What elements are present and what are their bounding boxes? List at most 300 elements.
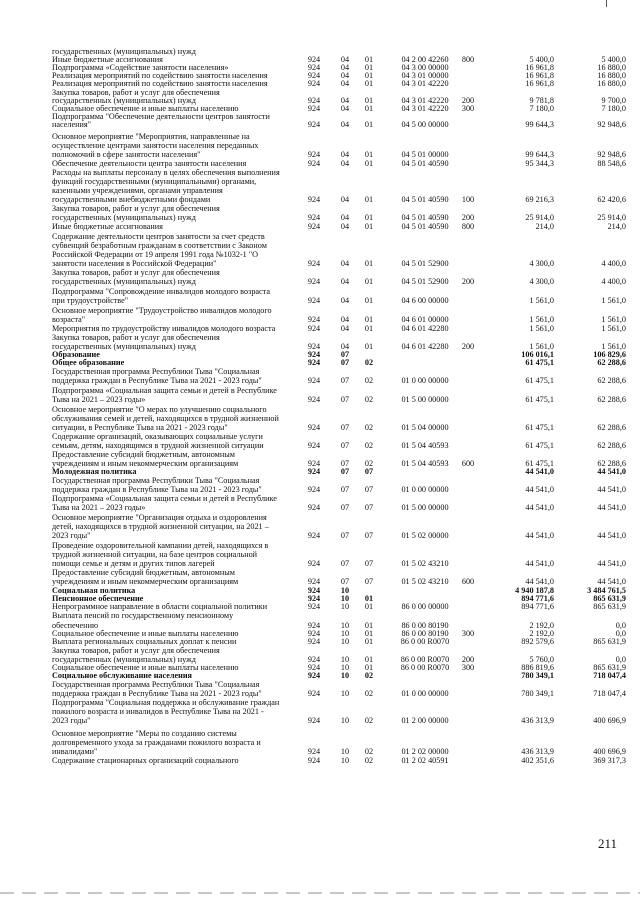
row-amount-b: 106 829,6 (593, 350, 626, 359)
row-grbs: 924 (307, 222, 321, 231)
row-subsection: 01 (364, 213, 374, 222)
row-amount-a: 16 961,8 (525, 63, 554, 72)
row-grbs: 924 (307, 120, 321, 129)
row-grbs: 924 (307, 531, 321, 540)
row-name: Основное мероприятие "О мерах по улучшению социального (52, 405, 267, 414)
row-subsection: 01 (364, 79, 374, 88)
row-amount-a: 780 349,1 (521, 671, 554, 680)
row-name: Основное мероприятие "Организация отдыха и оздоровления (52, 513, 267, 522)
row-name: Расходы на выплаты персоналу в целях обеспечения выполнения (52, 168, 280, 177)
row-amount-a: 44 541,0 (525, 467, 554, 476)
row-target-code: 04 3 01 00000 (401, 71, 449, 80)
row-name: Выплата региональных социальных доплат к пенсии (52, 637, 237, 646)
row-expense-type: 800 (461, 55, 475, 64)
row-grbs: 924 (307, 485, 321, 494)
row-name: Общее образование (52, 358, 125, 367)
row-grbs: 924 (307, 63, 321, 72)
row-amount-a: 402 351,6 (521, 756, 554, 765)
row-grbs: 924 (307, 159, 321, 168)
row-name: обеспечению (52, 621, 99, 630)
row-amount-b: 62 288,6 (597, 459, 626, 468)
row-amount-a: 436 313,9 (521, 747, 554, 756)
row-amount-a: 5 400,0 (529, 55, 554, 64)
row-name: Социальное обеспечение и иные выплаты населению (52, 104, 239, 113)
row-section: 07 (340, 503, 350, 512)
row-amount-a: 1 561,0 (529, 324, 554, 333)
row-subsection: 02 (364, 441, 374, 450)
row-expense-type: 200 (461, 342, 475, 351)
row-name: Обеспечение деятельности центра занятости населения (52, 159, 247, 168)
row-name: Выплата пенсий по государственному пенсионному (52, 611, 234, 620)
row-name: Непрограммное направление в области социальной политики (52, 602, 268, 611)
row-subsection: 01 (364, 120, 374, 129)
row-subsection: 07 (364, 577, 374, 586)
row-subsection: 01 (364, 602, 374, 611)
row-section: 04 (340, 63, 350, 72)
row-section: 10 (340, 586, 350, 595)
row-grbs: 924 (307, 459, 321, 468)
row-target-code: 04 6 01 42280 (401, 342, 449, 351)
row-amount-a: 894 771,6 (521, 594, 554, 603)
row-name: Предоставление субсидий бюджетным, автономным (52, 568, 235, 577)
row-section: 04 (340, 195, 350, 204)
row-section: 04 (340, 96, 350, 105)
row-name: Содержание стационарных организаций социального (52, 756, 239, 765)
row-expense-type: 200 (461, 96, 475, 105)
row-amount-b: 9 700,0 (601, 96, 626, 105)
row-grbs: 924 (307, 503, 321, 512)
row-amount-a: 99 644,3 (525, 120, 554, 129)
row-grbs: 924 (307, 350, 321, 359)
row-target-code: 01 2 02 40591 (401, 756, 449, 765)
row-section: 04 (340, 296, 350, 305)
row-expense-type: 300 (461, 104, 475, 113)
row-amount-a: 44 541,0 (525, 577, 554, 586)
row-name: Подпрограмма "Обеспечение деятельности центров занятости (52, 112, 270, 121)
row-target-code: 04 5 01 40590 (401, 195, 449, 204)
row-subsection: 02 (364, 671, 374, 680)
row-section: 04 (340, 213, 350, 222)
row-grbs: 924 (307, 594, 321, 603)
row-target-code: 01 5 02 43210 (401, 577, 449, 586)
row-name: государственных (муниципальных) нужд (52, 47, 196, 56)
row-target-code: 86 0 00 80190 (401, 621, 449, 630)
row-expense-type: 200 (461, 277, 475, 286)
row-grbs: 924 (307, 689, 321, 698)
row-name: Тыва на 2021 – 2023 годы» (52, 395, 146, 404)
row-name: Образование (52, 350, 100, 359)
row-target-code: 04 6 01 00000 (401, 315, 449, 324)
row-section: 04 (340, 79, 350, 88)
row-section: 04 (340, 315, 350, 324)
row-target-code: 01 2 00 00000 (401, 716, 449, 725)
row-subsection: 07 (364, 559, 374, 568)
row-grbs: 924 (307, 104, 321, 113)
row-name: Мероприятия по трудоустройству инвалидов молодого возраста (52, 324, 276, 333)
row-subsection: 02 (364, 459, 374, 468)
row-name: осуществление центрами занятости населения переданных (52, 141, 259, 150)
row-name: Содержание деятельности центров занятости за счет средств (52, 232, 265, 241)
row-amount-a: 2 192,0 (529, 629, 554, 638)
row-amount-a: 44 541,0 (525, 531, 554, 540)
row-amount-b: 1 561,0 (601, 296, 626, 305)
row-target-code: 04 5 01 52900 (401, 259, 449, 268)
row-amount-b: 865 631,9 (593, 602, 626, 611)
row-amount-b: 92 948,6 (597, 120, 626, 129)
row-amount-b: 0,0 (615, 655, 626, 664)
row-section: 04 (340, 324, 350, 333)
row-target-code: 01 5 00 00000 (401, 395, 449, 404)
row-name: занятости населения в Российской Федерации" (52, 259, 217, 268)
row-amount-a: 16 961,8 (525, 79, 554, 88)
row-name: 2023 годы" (52, 716, 91, 725)
row-subsection: 01 (364, 71, 374, 80)
row-name: государственных (муниципальных) нужд (52, 655, 196, 664)
row-name: Подпрограмма "Сопровождение инвалидов молодого возраста (52, 287, 270, 296)
row-section: 04 (340, 222, 350, 231)
row-amount-a: 16 961,8 (525, 71, 554, 80)
row-target-code: 04 3 01 42220 (401, 104, 449, 113)
row-amount-b: 44 541,0 (597, 485, 626, 494)
row-subsection: 01 (364, 104, 374, 113)
row-amount-a: 44 541,0 (525, 503, 554, 512)
row-amount-b: 92 948,6 (597, 150, 626, 159)
row-subsection: 02 (364, 423, 374, 432)
row-section: 04 (340, 159, 350, 168)
row-amount-a: 1 561,0 (529, 342, 554, 351)
row-section: 10 (340, 671, 350, 680)
row-grbs: 924 (307, 71, 321, 80)
row-amount-b: 44 541,0 (597, 559, 626, 568)
row-target-code: 04 5 01 00000 (401, 150, 449, 159)
row-name: казенными учреждениями, органами управления (52, 186, 223, 195)
row-section: 04 (340, 71, 350, 80)
row-subsection: 01 (364, 63, 374, 72)
row-name: учреждениям и иным некоммерческим организациям (52, 459, 239, 468)
row-name: Предоставление субсидий бюджетным, автономным (52, 450, 235, 459)
row-subsection: 01 (364, 315, 374, 324)
row-subsection: 01 (364, 594, 374, 603)
row-amount-b: 4 400,0 (601, 259, 626, 268)
row-name: полномочий в сфере занятости населения" (52, 150, 201, 159)
row-target-code: 01 5 04 00000 (401, 423, 449, 432)
row-name: государственных (муниципальных) нужд (52, 342, 196, 351)
row-subsection: 01 (364, 655, 374, 664)
row-subsection: 01 (364, 150, 374, 159)
row-expense-type: 300 (461, 663, 475, 672)
row-name: Российской Федерации от 19 апреля 1991 года №1032-1 "О (52, 250, 259, 259)
row-grbs: 924 (307, 195, 321, 204)
row-amount-b: 16 880,0 (597, 63, 626, 72)
row-target-code: 04 3 01 42220 (401, 96, 449, 105)
row-target-code: 04 5 01 40590 (401, 213, 449, 222)
row-grbs: 924 (307, 395, 321, 404)
row-grbs: 924 (307, 423, 321, 432)
row-name: возраста" (52, 315, 86, 324)
row-subsection: 01 (364, 259, 374, 268)
row-subsection: 02 (364, 747, 374, 756)
row-name: государственными внебюджетными фондами (52, 195, 211, 204)
row-name: Реализация мероприятий по содействию занятости населения (52, 71, 268, 80)
row-amount-a: 61 475,1 (525, 423, 554, 432)
row-subsection: 01 (364, 159, 374, 168)
row-section: 10 (340, 629, 350, 638)
row-section: 07 (340, 358, 350, 367)
row-amount-b: 718 047,4 (593, 671, 626, 680)
row-amount-b: 44 541,0 (597, 503, 626, 512)
row-name: Содержание организаций, оказывающих социальные услуги (52, 432, 263, 441)
row-amount-b: 0,0 (615, 629, 626, 638)
row-amount-b: 25 914,0 (597, 213, 626, 222)
row-amount-a: 4 940 187,8 (515, 586, 554, 595)
row-amount-a: 44 541,0 (525, 559, 554, 568)
row-subsection: 01 (364, 342, 374, 351)
row-amount-b: 62 288,6 (597, 376, 626, 385)
row-target-code: 04 6 01 42280 (401, 324, 449, 333)
row-name: Основное мероприятие "Мероприятия, направленные на (52, 132, 250, 141)
row-section: 10 (340, 594, 350, 603)
row-amount-b: 62 288,6 (597, 395, 626, 404)
row-grbs: 924 (307, 716, 321, 725)
row-section: 04 (340, 120, 350, 129)
row-name: субвенций безработным гражданам в соответствии с Законом (52, 241, 267, 250)
row-grbs: 924 (307, 315, 321, 324)
row-section: 04 (340, 150, 350, 159)
row-section: 07 (340, 395, 350, 404)
row-section: 07 (340, 485, 350, 494)
row-amount-a: 69 216,3 (525, 195, 554, 204)
row-name: Молодежная политика (52, 467, 137, 476)
row-section: 10 (340, 716, 350, 725)
row-grbs: 924 (307, 376, 321, 385)
row-amount-a: 436 313,9 (521, 716, 554, 725)
row-target-code: 01 2 02 00000 (401, 747, 449, 756)
row-name: ситуации, в Республике Тыва на 2021 - 2023 годы" (52, 423, 228, 432)
row-section: 10 (340, 621, 350, 630)
row-target-code: 86 0 00 80190 (401, 629, 449, 638)
row-amount-b: 62 420,6 (597, 195, 626, 204)
row-name: помощи семье и детям и других типов лагерей (52, 559, 215, 568)
row-target-code: 04 5 01 40590 (401, 159, 449, 168)
row-name: учреждениям и иным некоммерческим организациям (52, 577, 239, 586)
row-amount-b: 1 561,0 (601, 315, 626, 324)
row-name: населения" (52, 120, 91, 129)
row-section: 10 (340, 747, 350, 756)
row-name: Основное мероприятие "Трудоустройство инвалидов молодого (52, 306, 272, 315)
row-amount-a: 886 819,6 (521, 663, 554, 672)
row-section: 10 (340, 689, 350, 698)
row-expense-type: 600 (461, 459, 475, 468)
row-grbs: 924 (307, 296, 321, 305)
row-subsection: 01 (364, 629, 374, 638)
row-section: 04 (340, 277, 350, 286)
row-subsection: 02 (364, 395, 374, 404)
row-subsection: 01 (364, 296, 374, 305)
row-name: Подпрограмма "Социальная поддержка и обслуживание граждан (52, 698, 280, 707)
row-amount-a: 5 760,0 (529, 655, 554, 664)
row-amount-b: 400 696,9 (593, 747, 626, 756)
row-name: инвалидами" (52, 747, 98, 756)
row-name: функций государственными (муниципальными) органами, (52, 177, 257, 186)
scan-edge (0, 892, 640, 894)
row-name: Закупка товаров, работ и услуг для обеспечения (52, 204, 220, 213)
row-grbs: 924 (307, 637, 321, 646)
row-amount-b: 1 561,0 (601, 324, 626, 333)
row-name: Социальное обеспечение и иные выплаты населению (52, 629, 239, 638)
row-target-code: 04 3 01 42220 (401, 79, 449, 88)
row-target-code: 86 0 00 R0070 (400, 637, 450, 646)
row-subsection: 01 (364, 277, 374, 286)
row-grbs: 924 (307, 671, 321, 680)
row-name: поддержка граждан в Республике Тыва на 2021 - 2023 годы" (52, 689, 262, 698)
row-grbs: 924 (307, 621, 321, 630)
row-section: 04 (340, 55, 350, 64)
row-target-code: 01 5 00 00000 (401, 503, 449, 512)
row-amount-b: 62 288,6 (597, 358, 626, 367)
row-section: 10 (340, 756, 350, 765)
row-amount-b: 5 400,0 (601, 55, 626, 64)
row-name: Социальное обеспечение и иные выплаты населению (52, 663, 239, 672)
row-name: при трудоустройстве" (52, 296, 129, 305)
row-target-code: 04 5 01 40590 (401, 222, 449, 231)
row-grbs: 924 (307, 277, 321, 286)
row-name: обслуживания семей и детей, находящихся в трудной жизненной (52, 414, 279, 423)
row-target-code: 04 3 00 00000 (401, 63, 449, 72)
row-grbs: 924 (307, 655, 321, 664)
row-amount-b: 3 484 761,5 (587, 586, 626, 595)
row-name: Государственная программа Республики Тыва "Социальная (52, 367, 260, 376)
row-target-code: 04 6 00 00000 (401, 296, 449, 305)
row-expense-type: 200 (461, 655, 475, 664)
row-amount-b: 1 561,0 (601, 342, 626, 351)
row-name: Социальная политика (52, 586, 136, 595)
row-grbs: 924 (307, 150, 321, 159)
row-amount-b: 62 288,6 (597, 423, 626, 432)
row-amount-b: 718 047,4 (593, 689, 626, 698)
row-name: государственных (муниципальных) нужд (52, 213, 196, 222)
row-name: Основное мероприятие "Меры по созданию системы (52, 729, 237, 738)
row-name: Иные бюджетные ассигнования (52, 55, 163, 64)
row-subsection: 02 (364, 376, 374, 385)
row-grbs: 924 (307, 96, 321, 105)
row-section: 04 (340, 259, 350, 268)
row-name: Закупка товаров, работ и услуг для обеспечения (52, 88, 220, 97)
row-name: 2023 годы" (52, 531, 91, 540)
row-grbs: 924 (307, 358, 321, 367)
row-expense-type: 800 (461, 222, 475, 231)
row-amount-a: 44 541,0 (525, 485, 554, 494)
row-subsection: 01 (364, 55, 374, 64)
row-subsection: 01 (364, 621, 374, 630)
row-amount-a: 780 349,1 (521, 689, 554, 698)
row-amount-b: 865 631,9 (593, 637, 626, 646)
row-section: 07 (340, 441, 350, 450)
row-subsection: 07 (364, 485, 374, 494)
row-target-code: 01 0 00 00000 (401, 689, 449, 698)
row-grbs: 924 (307, 467, 321, 476)
row-grbs: 924 (307, 213, 321, 222)
row-section: 07 (340, 577, 350, 586)
row-section: 07 (340, 559, 350, 568)
row-grbs: 924 (307, 441, 321, 450)
row-amount-b: 44 541,0 (597, 467, 626, 476)
row-amount-a: 61 475,1 (525, 441, 554, 450)
row-amount-a: 892 579,6 (521, 637, 554, 646)
row-subsection: 01 (364, 324, 374, 333)
row-amount-b: 865 631,9 (593, 663, 626, 672)
row-target-code: 04 5 01 52900 (401, 277, 449, 286)
row-grbs: 924 (307, 747, 321, 756)
row-expense-type: 600 (461, 577, 475, 586)
row-grbs: 924 (307, 342, 321, 351)
row-name: Иные бюджетные ассигнования (52, 222, 163, 231)
row-target-code: 86 0 00 R0070 (400, 655, 450, 664)
row-amount-b: 400 696,9 (593, 716, 626, 725)
row-section: 07 (340, 376, 350, 385)
row-name: Подпрограмма «Социальная защита семьи и детей в Республике (52, 494, 277, 503)
row-amount-a: 2 192,0 (529, 621, 554, 630)
row-target-code: 01 0 00 00000 (401, 485, 449, 494)
page-number: 211 (598, 836, 618, 851)
row-amount-a: 95 344,3 (525, 159, 554, 168)
row-target-code: 01 5 04 40593 (401, 459, 449, 468)
row-expense-type: 100 (461, 195, 475, 204)
row-section: 07 (340, 459, 350, 468)
row-expense-type: 300 (461, 629, 475, 638)
row-section: 10 (340, 655, 350, 664)
row-grbs: 924 (307, 79, 321, 88)
row-amount-a: 61 475,1 (525, 395, 554, 404)
row-name: Закупка товаров, работ и услуг для обеспечения (52, 333, 220, 342)
row-name: Реализация мероприятий по содействию занятости населения (52, 79, 268, 88)
row-section: 07 (340, 531, 350, 540)
row-subsection: 01 (364, 195, 374, 204)
row-subsection: 02 (364, 756, 374, 765)
row-grbs: 924 (307, 324, 321, 333)
row-subsection: 07 (364, 531, 374, 540)
row-amount-a: 7 180,0 (529, 104, 554, 113)
row-name: трудной жизненной ситуации, на базе центров социальной (52, 550, 258, 559)
row-subsection: 01 (364, 663, 374, 672)
row-target-code: 01 5 04 40593 (401, 441, 449, 450)
row-name: пожилого возраста и инвалидов в Республике Тыва на 2021 - (52, 707, 264, 716)
row-amount-b: 44 541,0 (597, 577, 626, 586)
row-grbs: 924 (307, 577, 321, 586)
row-amount-a: 1 561,0 (529, 315, 554, 324)
row-name: Закупка товаров, работ и услуг для обеспечения (52, 646, 220, 655)
row-name: Государственная программа Республики Тыва "Социальная (52, 476, 260, 485)
row-amount-b: 16 880,0 (597, 71, 626, 80)
row-amount-a: 61 475,1 (525, 358, 554, 367)
row-name: Подпрограмма «Социальная защита семьи и детей в Республике (52, 386, 277, 395)
row-amount-b: 4 400,0 (601, 277, 626, 286)
row-grbs: 924 (307, 259, 321, 268)
row-target-code: 04 2 00 42260 (401, 55, 449, 64)
row-name: Проведение оздоровительной кампании детей, находящихся в (52, 541, 269, 550)
row-name: государственных (муниципальных) нужд (52, 96, 196, 105)
row-grbs: 924 (307, 663, 321, 672)
row-target-code: 86 0 00 00000 (401, 602, 449, 611)
row-amount-b: 369 317,3 (593, 756, 626, 765)
row-grbs: 924 (307, 55, 321, 64)
row-grbs: 924 (307, 559, 321, 568)
row-subsection: 07 (364, 503, 374, 512)
row-name: долговременного ухода за гражданами пожилого возраста и (52, 738, 261, 747)
row-target-code: 01 5 02 43210 (401, 559, 449, 568)
row-expense-type: 200 (461, 213, 475, 222)
row-amount-b: 7 180,0 (601, 104, 626, 113)
row-grbs: 924 (307, 756, 321, 765)
